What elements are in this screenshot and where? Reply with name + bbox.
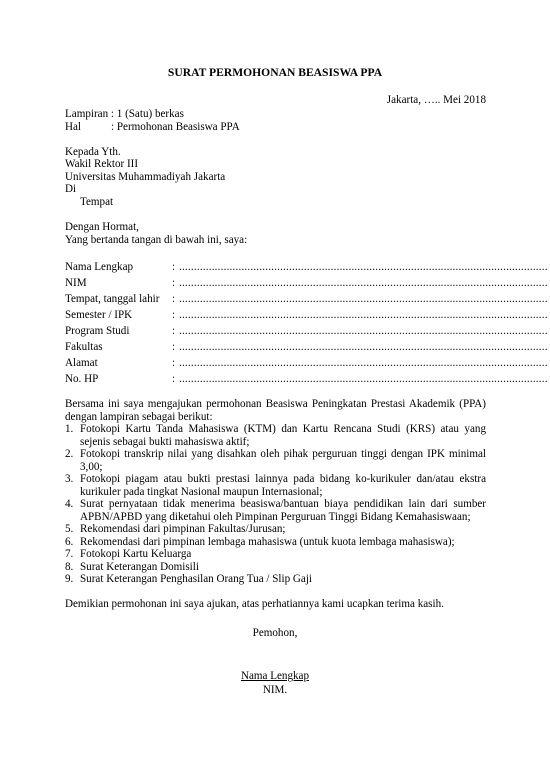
recipient-line-1: Kepada Yth. xyxy=(65,146,121,158)
field-label-nohp: No. HP xyxy=(65,373,99,385)
hal-value: : Permohonan Beasiswa PPA xyxy=(111,121,240,133)
field-colon: : xyxy=(172,373,176,385)
field-label-alamat: Alamat xyxy=(65,357,98,369)
signature-name xyxy=(0,670,550,683)
list-item-text: Rekomendasi dari pimpinan Fakultas/Jurusan; xyxy=(80,523,286,535)
list-item-number: 6. xyxy=(65,536,74,548)
list-item-text: Rekomendasi dari pimpinan lembaga mahasiswa (untuk kuota lembaga mahasiswa); xyxy=(80,536,455,548)
field-colon: : xyxy=(172,325,176,337)
list-item-text: 3,00; xyxy=(80,461,103,473)
list-item-number: 3. xyxy=(65,473,74,485)
lampiran-line: Lampiran : 1 (Satu) berkas xyxy=(65,108,184,120)
list-item-number: 4. xyxy=(65,498,74,510)
letter-title: SURAT PERMOHONAN BEASISWA PPA xyxy=(167,66,383,79)
field-dots: ............................................................................................................................ xyxy=(179,309,548,321)
recipient-line-5: Tempat xyxy=(80,196,114,208)
field-colon: : xyxy=(172,357,176,369)
field-label-prodi: Program Studi xyxy=(65,325,130,337)
list-item-text: Surat Keterangan Penghasilan Orang Tua / Slip Gaji xyxy=(80,573,313,585)
signature-name-text: Nama Lengkap xyxy=(240,670,310,682)
list-item-text: Surat Keterangan Domisili xyxy=(80,561,199,573)
list-item-text: Fotokopi Kartu Keluarga xyxy=(80,548,192,560)
field-label-fakultas: Fakultas xyxy=(65,341,103,353)
list-item-text: kurikuler pada tingkat Nasional maupun Internasional; xyxy=(80,486,323,498)
list-item-text: Surat pernyataan tidak menerima beasiswa/bantuan biaya pendidikan lain dari sumber xyxy=(80,498,486,510)
field-dots: ............................................................................................................................ xyxy=(179,373,548,385)
field-dots: ............................................................................................................................ xyxy=(179,261,548,273)
field-colon: : xyxy=(172,277,176,289)
field-colon: : xyxy=(172,309,176,321)
field-dots: ............................................................................................................................ xyxy=(179,325,548,337)
field-dots: ............................................................................................................................ xyxy=(179,293,548,305)
recipient-line-4: Di xyxy=(65,183,77,195)
list-item-text: Fotokopi Kartu Tanda Mahasiswa (KTM) dan Kartu Rencana Studi (KRS) atau yang xyxy=(80,423,486,435)
body-paragraph-line-1: Bersama ini saya mengajukan permohonan Beasiswa Peningkatan Prestasi Akademik (PPA) xyxy=(65,398,486,410)
body-paragraph-line-2: dengan lampiran sebagai berikut: xyxy=(65,411,213,423)
field-dots: ............................................................................................................................ xyxy=(179,277,548,289)
field-colon: : xyxy=(172,261,176,273)
list-item-number: 2. xyxy=(65,448,74,460)
field-colon: : xyxy=(172,293,176,305)
field-label-ttl: Tempat, tanggal lahir xyxy=(65,293,160,305)
signature-nim: NIM. xyxy=(262,684,288,696)
list-item-number: 5. xyxy=(65,523,74,535)
field-colon: : xyxy=(172,341,176,353)
field-label-nama: Nama Lengkap xyxy=(65,261,134,273)
place-date: Jakarta, ….. Mei 2018 xyxy=(386,94,486,106)
hal-label: Hal xyxy=(65,121,82,133)
field-dots: ............................................................................................................................ xyxy=(179,341,548,353)
field-label-semester: Semester / IPK xyxy=(65,309,133,321)
signature-pemohon: Pemohon, xyxy=(252,627,298,639)
list-item-number: 7. xyxy=(65,548,74,560)
recipient-line-2: Wakil Rektor III xyxy=(65,158,139,170)
list-item-number: 9. xyxy=(65,573,74,585)
field-label-nim: NIM xyxy=(65,277,87,289)
closing-sentence: Demikian permohonan ini saya ajukan, atas perhatiannya kami ucapkan terima kasih. xyxy=(65,598,444,610)
list-item-number: 8. xyxy=(65,561,74,573)
list-item-text: APBN/APBD yang diketahui oleh Pimpinan Perguruan Tinggi Bidang Kemahasiswaan; xyxy=(80,511,471,523)
recipient-line-3: Universitas Muhammadiyah Jakarta xyxy=(65,171,226,183)
intro-line: Yang bertanda tangan di bawah ini, saya: xyxy=(65,234,248,246)
list-item-text: sejenis sebagai bukti mahasiswa aktif; xyxy=(80,436,250,448)
list-item-number: 1. xyxy=(65,423,74,435)
list-item-text: Fotokopi piagam atau bukti prestasi lainnya pada bidang ko-kurikuler dan/atau ekstra xyxy=(80,473,486,485)
greeting: Dengan Hormat, xyxy=(65,221,139,233)
list-item-text: Fotokopi transkrip nilai yang disahkan oleh pihak perguruan tinggi dengan IPK minimal xyxy=(80,448,486,460)
field-dots: ............................................................................................................................ xyxy=(179,357,548,369)
